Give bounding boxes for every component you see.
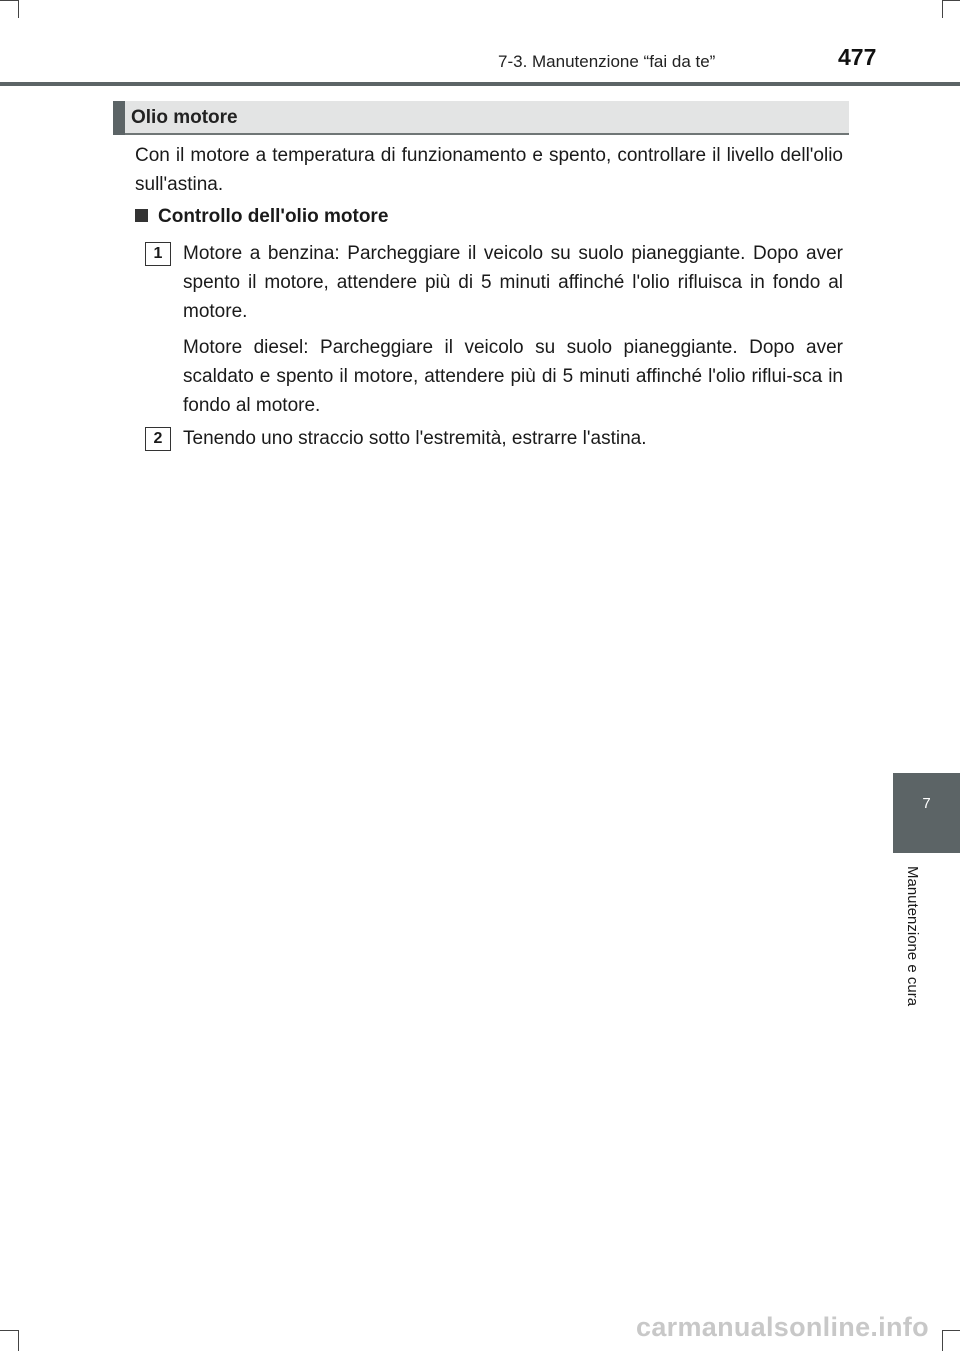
intro-paragraph: Con il motore a temperatura di funzionamento e spento, controllare il livello dell'olio sull'astina. bbox=[135, 145, 843, 195]
header-section-title: 7-3. Manutenzione “fai da te” bbox=[498, 52, 716, 71]
step-2-paragraph: Tenendo uno straccio sotto l'estremità, estrarre l'astina. bbox=[183, 428, 647, 449]
crop-mark bbox=[942, 0, 943, 18]
section-bar-accent bbox=[113, 101, 125, 135]
crop-mark bbox=[942, 1330, 960, 1331]
header-divider bbox=[0, 82, 960, 86]
crop-mark bbox=[942, 1330, 943, 1351]
square-bullet-icon bbox=[135, 209, 148, 222]
page-number: 477 bbox=[838, 44, 877, 70]
step-number-1: 1 bbox=[145, 242, 171, 266]
section-heading-bar bbox=[113, 101, 849, 135]
crop-mark bbox=[942, 0, 960, 1]
crop-mark bbox=[0, 0, 18, 1]
subheading-text: Controllo dell'olio motore bbox=[158, 206, 389, 227]
chapter-label: Manutenzione e cura bbox=[904, 866, 921, 1007]
crop-mark bbox=[18, 0, 19, 18]
step-number-2: 2 bbox=[145, 427, 171, 451]
chapter-tab bbox=[893, 773, 960, 853]
chapter-number: 7 bbox=[922, 795, 931, 812]
crop-mark bbox=[0, 1330, 18, 1331]
section-title: Olio motore bbox=[131, 107, 238, 128]
subheading bbox=[135, 206, 388, 228]
crop-mark bbox=[18, 1330, 19, 1351]
step-1-paragraph-petrol: Motore a benzina: Parcheggiare il veicolo su suolo pianeggiante. Dopo aver spento il motore, attendere più di 5 minuti affinché l'olio rifluisca in fondo al motore. bbox=[183, 243, 843, 322]
watermark: carmanualsonline.info bbox=[636, 1312, 929, 1342]
step-1-paragraph-diesel: Motore diesel: Parcheggiare il veicolo su suolo pianeggiante. Dopo aver scaldato e spento il motore, attendere più di 5 minuti affinché l'olio riflui-sca in fondo al motore. bbox=[183, 337, 843, 416]
